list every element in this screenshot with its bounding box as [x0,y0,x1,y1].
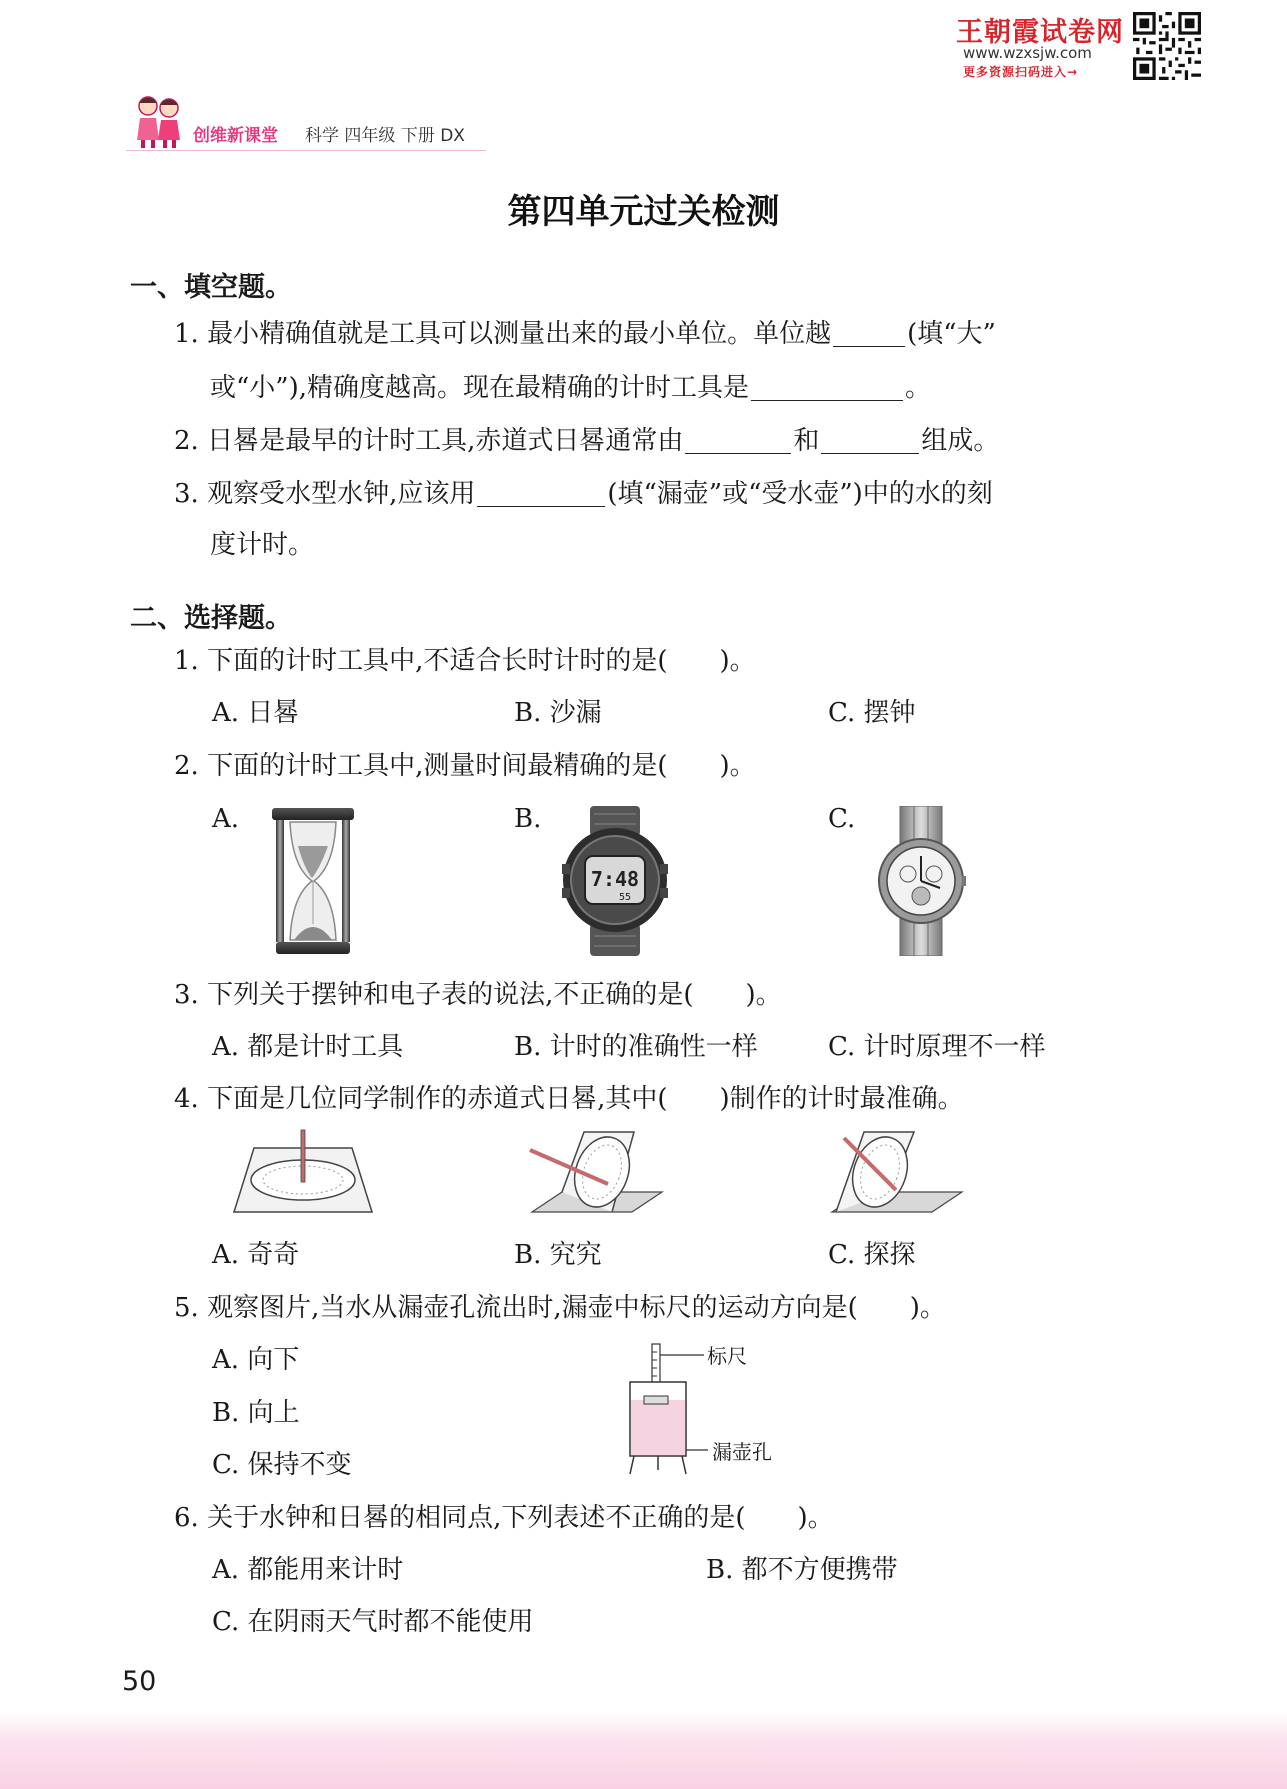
fill-q1-text-d: 。 [905,373,932,403]
choice-q4-option-a[interactable]: A. 奇奇 [212,1240,300,1270]
choice-q2-stem: 2. 下面的计时工具中,测量时间最精确的是( )。 [174,751,756,781]
choice-q6-option-c[interactable]: C. 在阴雨天气时都不能使用 [212,1607,534,1637]
fill-q3-line1 [174,480,993,507]
fill-q1-text-b: (填“大” [907,319,996,349]
series-name: 创维新课堂 [193,126,278,146]
fill-q3-line2: 度计时。 [210,530,315,560]
choice-q4-option-b[interactable]: B. 究究 [514,1240,602,1270]
fill-q3-text-a: 3. 观察受水型水钟,应该用 [174,479,476,509]
fill-q1-line2 [210,374,931,401]
mascot-children-icon [126,88,190,152]
choice-q2-option-c[interactable]: C. [828,804,856,834]
label-ruler: 标尺 [707,1344,747,1368]
brand-slogan: 更多资源扫码进入→ [963,65,1079,79]
fill-q2-blank-2[interactable] [821,427,919,454]
watch-time-digits: 7:48 [590,867,640,891]
footer-band [0,1712,1287,1789]
fill-q3-text-b: (填“漏壶”或“受水壶”)中的水的刻 [607,479,993,509]
hourglass-image [268,806,358,956]
choice-q1-option-a[interactable]: A. 日晷 [212,698,300,728]
choice-q5-stem: 5. 观察图片,当水从漏壶孔流出时,漏壶中标尺的运动方向是( )。 [174,1293,946,1323]
sundial-a-image [232,1128,374,1216]
choice-q2-option-b[interactable]: B. [514,804,542,834]
fill-q2-text-a: 2. 日晷是最早的计时工具,赤道式日晷通常由 [174,426,684,456]
fill-q2-text-b: 和 [793,426,820,456]
choice-q5-option-a[interactable]: A. 向下 [212,1345,300,1375]
mechanical-watch-image [876,806,966,956]
choice-q6-option-a[interactable]: A. 都能用来计时 [212,1555,404,1585]
choice-q1-option-b[interactable]: B. 沙漏 [514,698,602,728]
fill-q1-text-c: 或“小”),精确度越高。现在最精确的计时工具是 [210,373,749,403]
header-divider [126,150,486,151]
label-leak-hole: 漏壶孔 [712,1440,772,1464]
fill-q3-blank[interactable] [477,480,605,507]
brand-title: 王朝霞试卷网 [956,17,1124,48]
choice-q1-option-c[interactable]: C. 摆钟 [828,698,916,728]
digital-watch-image [560,806,670,956]
book-info: 科学 四年级 下册 DX [305,126,465,146]
choice-q3-option-a[interactable]: A. 都是计时工具 [212,1032,404,1062]
choice-section-heading: 二、选择题。 [130,603,292,634]
choice-q3-option-b[interactable]: B. 计时的准确性一样 [514,1032,758,1062]
fill-q1-line1 [174,320,996,347]
fill-q1-blank-1[interactable] [833,320,905,347]
choice-q6-option-b[interactable]: B. 都不方便携带 [706,1555,898,1585]
watch-seconds-digits: 55 [618,892,632,903]
choice-q4-stem: 4. 下面是几位同学制作的赤道式日晷,其中( )制作的计时最准确。 [174,1084,964,1114]
qr-code-icon[interactable] [1133,12,1201,80]
choice-q2-option-a[interactable]: A. [212,804,240,834]
sundial-b-image [528,1128,664,1216]
choice-q5-option-c[interactable]: C. 保持不变 [212,1450,352,1480]
fill-q1-text-a: 1. 最小精确值就是工具可以测量出来的最小单位。单位越 [174,319,832,349]
fill-q1-blank-2[interactable] [751,374,903,401]
choice-q4-option-c[interactable]: C. 探探 [828,1240,916,1270]
choice-q6-stem: 6. 关于水钟和日晷的相同点,下列表述不正确的是( )。 [174,1503,834,1533]
brand-url[interactable]: www.wzxsjw.com [963,44,1092,62]
fill-q2 [174,427,999,454]
page-number: 50 [122,1666,157,1697]
choice-q1-stem: 1. 下面的计时工具中,不适合长时计时的是( )。 [174,646,756,676]
choice-q3-option-c[interactable]: C. 计时原理不一样 [828,1032,1046,1062]
choice-q5-option-b[interactable]: B. 向上 [212,1398,300,1428]
page-title: 第四单元过关检测 [507,192,780,232]
fill-section-heading: 一、填空题。 [130,272,292,303]
choice-q3-stem: 3. 下列关于摆钟和电子表的说法,不正确的是( )。 [174,980,782,1010]
fill-q2-text-c: 组成。 [921,426,1000,456]
fill-q2-blank-1[interactable] [685,427,791,454]
sundial-c-image [830,1128,966,1216]
